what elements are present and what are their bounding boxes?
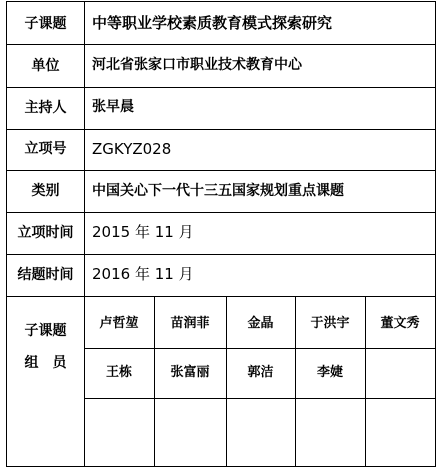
start-date-value: 2015 年 11 月 [92,223,194,241]
start-date-label: 立项时间 [17,225,74,241]
project-number-value: ZGKYZ028 [92,140,172,158]
project-number-label: 立项号 [24,141,67,157]
member-name: 董文秀 [380,316,420,331]
row-divider [84,348,435,349]
row-divider [7,254,435,255]
row-divider [7,44,435,45]
unit-value: 河北省张家口市职业技术教育中心 [92,57,302,73]
member-name: 金晶 [247,316,274,331]
end-date-label: 结题时间 [17,267,74,283]
member-name: 郭洁 [247,365,274,380]
member-name: 于洪宇 [310,316,350,331]
row-divider [7,129,435,130]
host-label: 主持人 [24,100,67,116]
members-label-line2: 组 员 [24,355,67,371]
members-label-line1: 子课题 [24,323,67,339]
subproject-value: 中等职业学校素质教育模式探索研究 [92,14,333,32]
row-divider [7,87,435,88]
row-divider [7,170,435,171]
member-name: 张富丽 [170,365,210,380]
label-column-divider [84,2,85,466]
unit-label: 单位 [31,58,60,74]
row-divider [7,296,435,297]
project-info-table [6,1,436,467]
member-name: 苗润菲 [170,316,210,331]
category-label: 类别 [31,183,60,199]
subproject-label: 子课题 [24,16,67,32]
host-value: 张早晨 [92,99,134,115]
row-divider [84,398,435,399]
member-name: 王栋 [105,365,132,380]
member-name: 李婕 [316,365,343,380]
category-value: 中国关心下一代十三五国家规划重点课题 [92,183,344,199]
row-divider [7,212,435,213]
end-date-value: 2016 年 11 月 [92,265,194,283]
member-name: 卢哲堃 [99,316,139,331]
